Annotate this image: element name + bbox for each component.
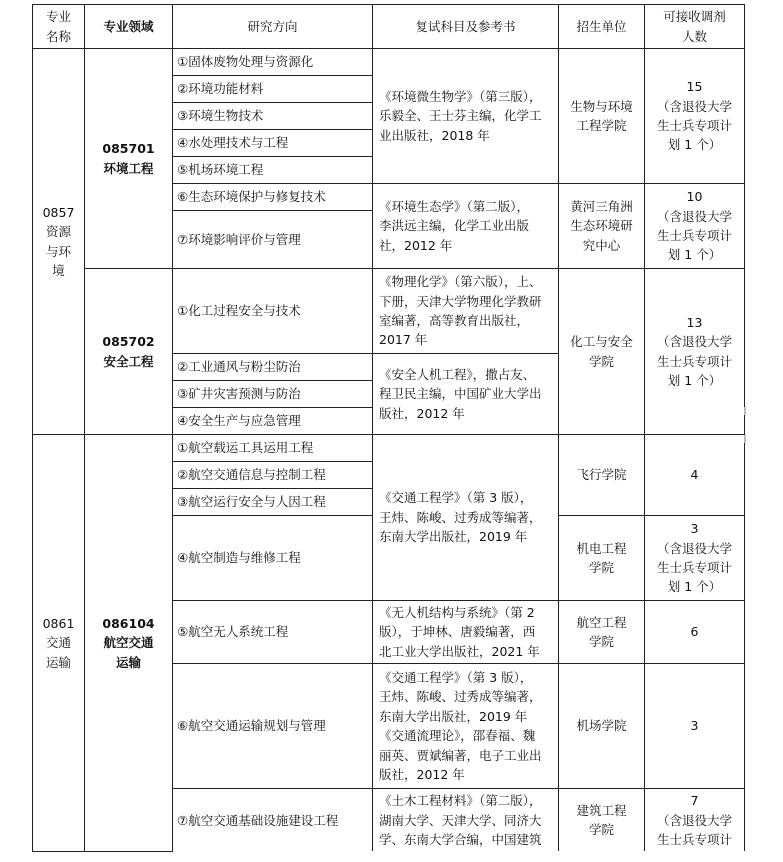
cell-line: 东南大学出版社，2019 年 <box>379 708 528 724</box>
cell-line: 生士兵专项计 <box>656 118 732 133</box>
quota-cell <box>645 516 745 601</box>
field-name: 航空交通 <box>103 635 154 651</box>
cell-line: 2017 年 <box>379 332 428 348</box>
direction-cell: ②环境功能材料 <box>173 76 373 103</box>
field-cell <box>85 435 173 852</box>
quota-cell <box>645 49 745 184</box>
direction-cell: ④水处理技术与工程 <box>173 130 373 157</box>
cell-line: 生士兵专项计 <box>656 353 732 369</box>
header-books: 复试科目及参考书 <box>373 5 559 49</box>
cell-line: 划 1 个） <box>667 137 722 153</box>
quota-cell <box>645 789 745 852</box>
cell-line: 6 <box>690 624 699 640</box>
cell-line: 0861 <box>42 615 75 631</box>
field-name-cont: 运输 <box>115 654 141 670</box>
cell-line: 资源 <box>45 224 71 240</box>
cell-line: 生士兵专项计 <box>656 831 732 847</box>
direction-cell: ④安全生产与应急管理 <box>173 408 373 435</box>
direction-cell: ⑦航空交通基础设施建设工程 <box>173 789 373 852</box>
cell-line: 生士兵专项计 <box>656 560 732 575</box>
cell-line: 交通 <box>45 635 71 651</box>
right-edge-mark <box>744 407 746 415</box>
cell-line: 《交通工程学》（第 3 版）， <box>379 490 533 506</box>
cell-line: 机电工程 <box>576 540 627 556</box>
cell-line: 湖南大学、天津大学、同济大 <box>379 812 542 828</box>
cell-line: 工程学院 <box>576 118 627 133</box>
unit-cell <box>559 516 645 601</box>
books-cell <box>373 354 559 435</box>
cell-line: （含退役大学 <box>656 540 732 556</box>
field-name: 环境工程 <box>103 160 154 176</box>
admissions-table <box>32 4 745 852</box>
cell-line: 3 <box>690 521 699 537</box>
books-cell <box>373 601 559 664</box>
field-cell <box>85 269 173 435</box>
cell-line: 《环境生态学》（第二版）， <box>379 198 530 214</box>
cell-line: 程卫民主编，中国矿业大学出 <box>379 386 542 402</box>
cell-line: 社，2012 年 <box>379 237 453 253</box>
direction-cell: ③环境生物技术 <box>173 103 373 130</box>
cell-line: 《交通流理论》，邵春福、魏 <box>379 728 536 744</box>
cell-line: 《环境微生物学》（第三版）， <box>379 88 542 104</box>
cell-line: 学院 <box>588 560 614 575</box>
cell-line: （含退役大学 <box>656 98 732 114</box>
quota-cell <box>645 664 745 789</box>
cell-line: 版社，2012 年 <box>379 405 465 421</box>
unit-cell <box>559 269 645 435</box>
cell-line: 业出版社，2018 年 <box>379 127 490 143</box>
header-major: 专业 名称 <box>33 5 85 49</box>
cell-line: 《安全人机工程》，撒占友、 <box>379 366 536 382</box>
cell-line: （含退役大学 <box>656 334 732 350</box>
direction-cell: ⑥航空交通运输规划与管理 <box>173 664 373 789</box>
cell-line: 下册，天津大学物理化学教研 <box>379 293 542 309</box>
header-row <box>33 5 745 49</box>
books-cell <box>373 269 559 354</box>
cell-line: 划 1 个） <box>667 579 722 595</box>
cell-line: 4 <box>690 467 699 483</box>
unit-cell <box>559 664 645 789</box>
direction-cell: ②航空交通信息与控制工程 <box>173 462 373 489</box>
quota-cell <box>645 269 745 435</box>
cell-line: 飞行学院 <box>576 467 627 483</box>
books-cell <box>373 184 559 269</box>
cell-line: 王炜、陈峻、过秀成等编著， <box>379 509 542 525</box>
direction-cell: ⑥生态环境保护与修复技术 <box>173 184 373 211</box>
cell-line: 机场学院 <box>576 718 627 734</box>
header-field: 专业领域 <box>85 5 173 49</box>
header-direction: 研究方向 <box>173 5 373 49</box>
direction-cell: ⑦环境影响评价与管理 <box>173 211 373 269</box>
cell-line: 黄河三角洲 <box>570 198 633 214</box>
header-unit: 招生单位 <box>559 5 645 49</box>
cell-line: 生物与环境 <box>570 98 633 114</box>
direction-cell: ⑤机场环境工程 <box>173 157 373 184</box>
cell-line: 15 <box>686 79 703 95</box>
cell-line: 学院 <box>588 634 614 650</box>
field-name: 安全工程 <box>103 353 154 369</box>
books-cell <box>373 49 559 184</box>
cell-line: 李洪远主编，化学工业出版 <box>379 218 530 234</box>
cell-line: 学、东南大学合编，中国建筑 <box>379 831 542 847</box>
books-cell <box>373 435 559 601</box>
field-code: 085702 <box>102 334 155 350</box>
cell-line: 《土木工程材料》（第二版）， <box>379 793 542 809</box>
cell-line: 《交通工程学》（第 3 版）， <box>379 670 533 685</box>
cell-line: 东南大学出版社，2019 年 <box>379 529 528 545</box>
direction-cell: ⑤航空无人系统工程 <box>173 601 373 664</box>
right-edge-mark <box>744 435 746 443</box>
cell-line: 版社，2012 年 <box>379 766 465 782</box>
cell-line: 13 <box>686 314 703 330</box>
cell-line: 建筑工程 <box>576 802 627 818</box>
cell-line: 《无人机结构与系统》（第 2 <box>379 605 535 620</box>
cell-line: 生态环境研 <box>570 218 633 234</box>
cell-line: 版），于坤林、唐毅编著，西 <box>379 624 536 640</box>
direction-cell: ④航空制造与维修工程 <box>173 516 373 601</box>
cell-line: 0857 <box>42 204 75 220</box>
cell-line: 北工业大学出版社，2021 年 <box>379 643 540 659</box>
cell-line: 10 <box>686 189 703 205</box>
unit-cell <box>559 435 645 516</box>
cell-line: （含退役大学 <box>656 812 732 828</box>
cell-line: 运输 <box>45 654 71 670</box>
cell-line: 划 1 个） <box>667 247 722 263</box>
table-row <box>33 49 745 76</box>
cell-line: 化工与安全 <box>570 334 633 350</box>
direction-cell: ②工业通风与粉尘防治 <box>173 354 373 381</box>
cell-line: 学院 <box>588 822 614 838</box>
unit-cell <box>559 49 645 184</box>
cell-line: 划 1 个） <box>667 372 722 388</box>
quota-cell <box>645 601 745 664</box>
field-code: 086104 <box>102 615 155 631</box>
cell-line: 生士兵专项计 <box>656 228 732 243</box>
cell-line: 与环 <box>45 243 71 259</box>
direction-cell: ①固体废物处理与资源化 <box>173 49 373 76</box>
table-row <box>33 269 745 354</box>
cell-line: 室编著，高等教育出版社， <box>379 313 530 328</box>
cell-line: 学院 <box>588 353 614 369</box>
cell-line: 王炜、陈峻、过秀成等编著， <box>379 689 542 705</box>
cell-line: 航空工程 <box>576 614 627 630</box>
table-row <box>33 435 745 462</box>
unit-cell <box>559 601 645 664</box>
cell-line: 究中心 <box>582 237 621 253</box>
books-cell <box>373 664 559 789</box>
direction-cell: ①化工过程安全与技术 <box>173 269 373 354</box>
cell-line: （含退役大学 <box>656 208 732 224</box>
cell-line: 乐毅全、王士芬主编，化学工 <box>379 108 542 124</box>
unit-cell <box>559 184 645 269</box>
direction-cell: ③矿井灾害预测与防治 <box>173 381 373 408</box>
unit-cell <box>559 789 645 852</box>
field-cell <box>85 49 173 269</box>
cell-line: 境 <box>52 262 65 278</box>
direction-cell: ①航空载运工具运用工程 <box>173 435 373 462</box>
direction-cell: ③航空运行安全与人因工程 <box>173 489 373 516</box>
books-cell <box>373 789 559 852</box>
major-name-cell <box>33 435 85 852</box>
cell-line: 《物理化学》（第六版），上、 <box>379 274 542 290</box>
header-quota: 可接收调剂 人数 <box>645 5 745 49</box>
cell-line: 7 <box>690 793 699 809</box>
quota-cell <box>645 435 745 516</box>
field-code: 085701 <box>102 141 155 157</box>
cell-line: 3 <box>690 718 699 734</box>
cell-line: 丽英、贾斌编著，电子工业出 <box>379 747 542 763</box>
major-name-cell <box>33 49 85 435</box>
quota-cell <box>645 184 745 269</box>
